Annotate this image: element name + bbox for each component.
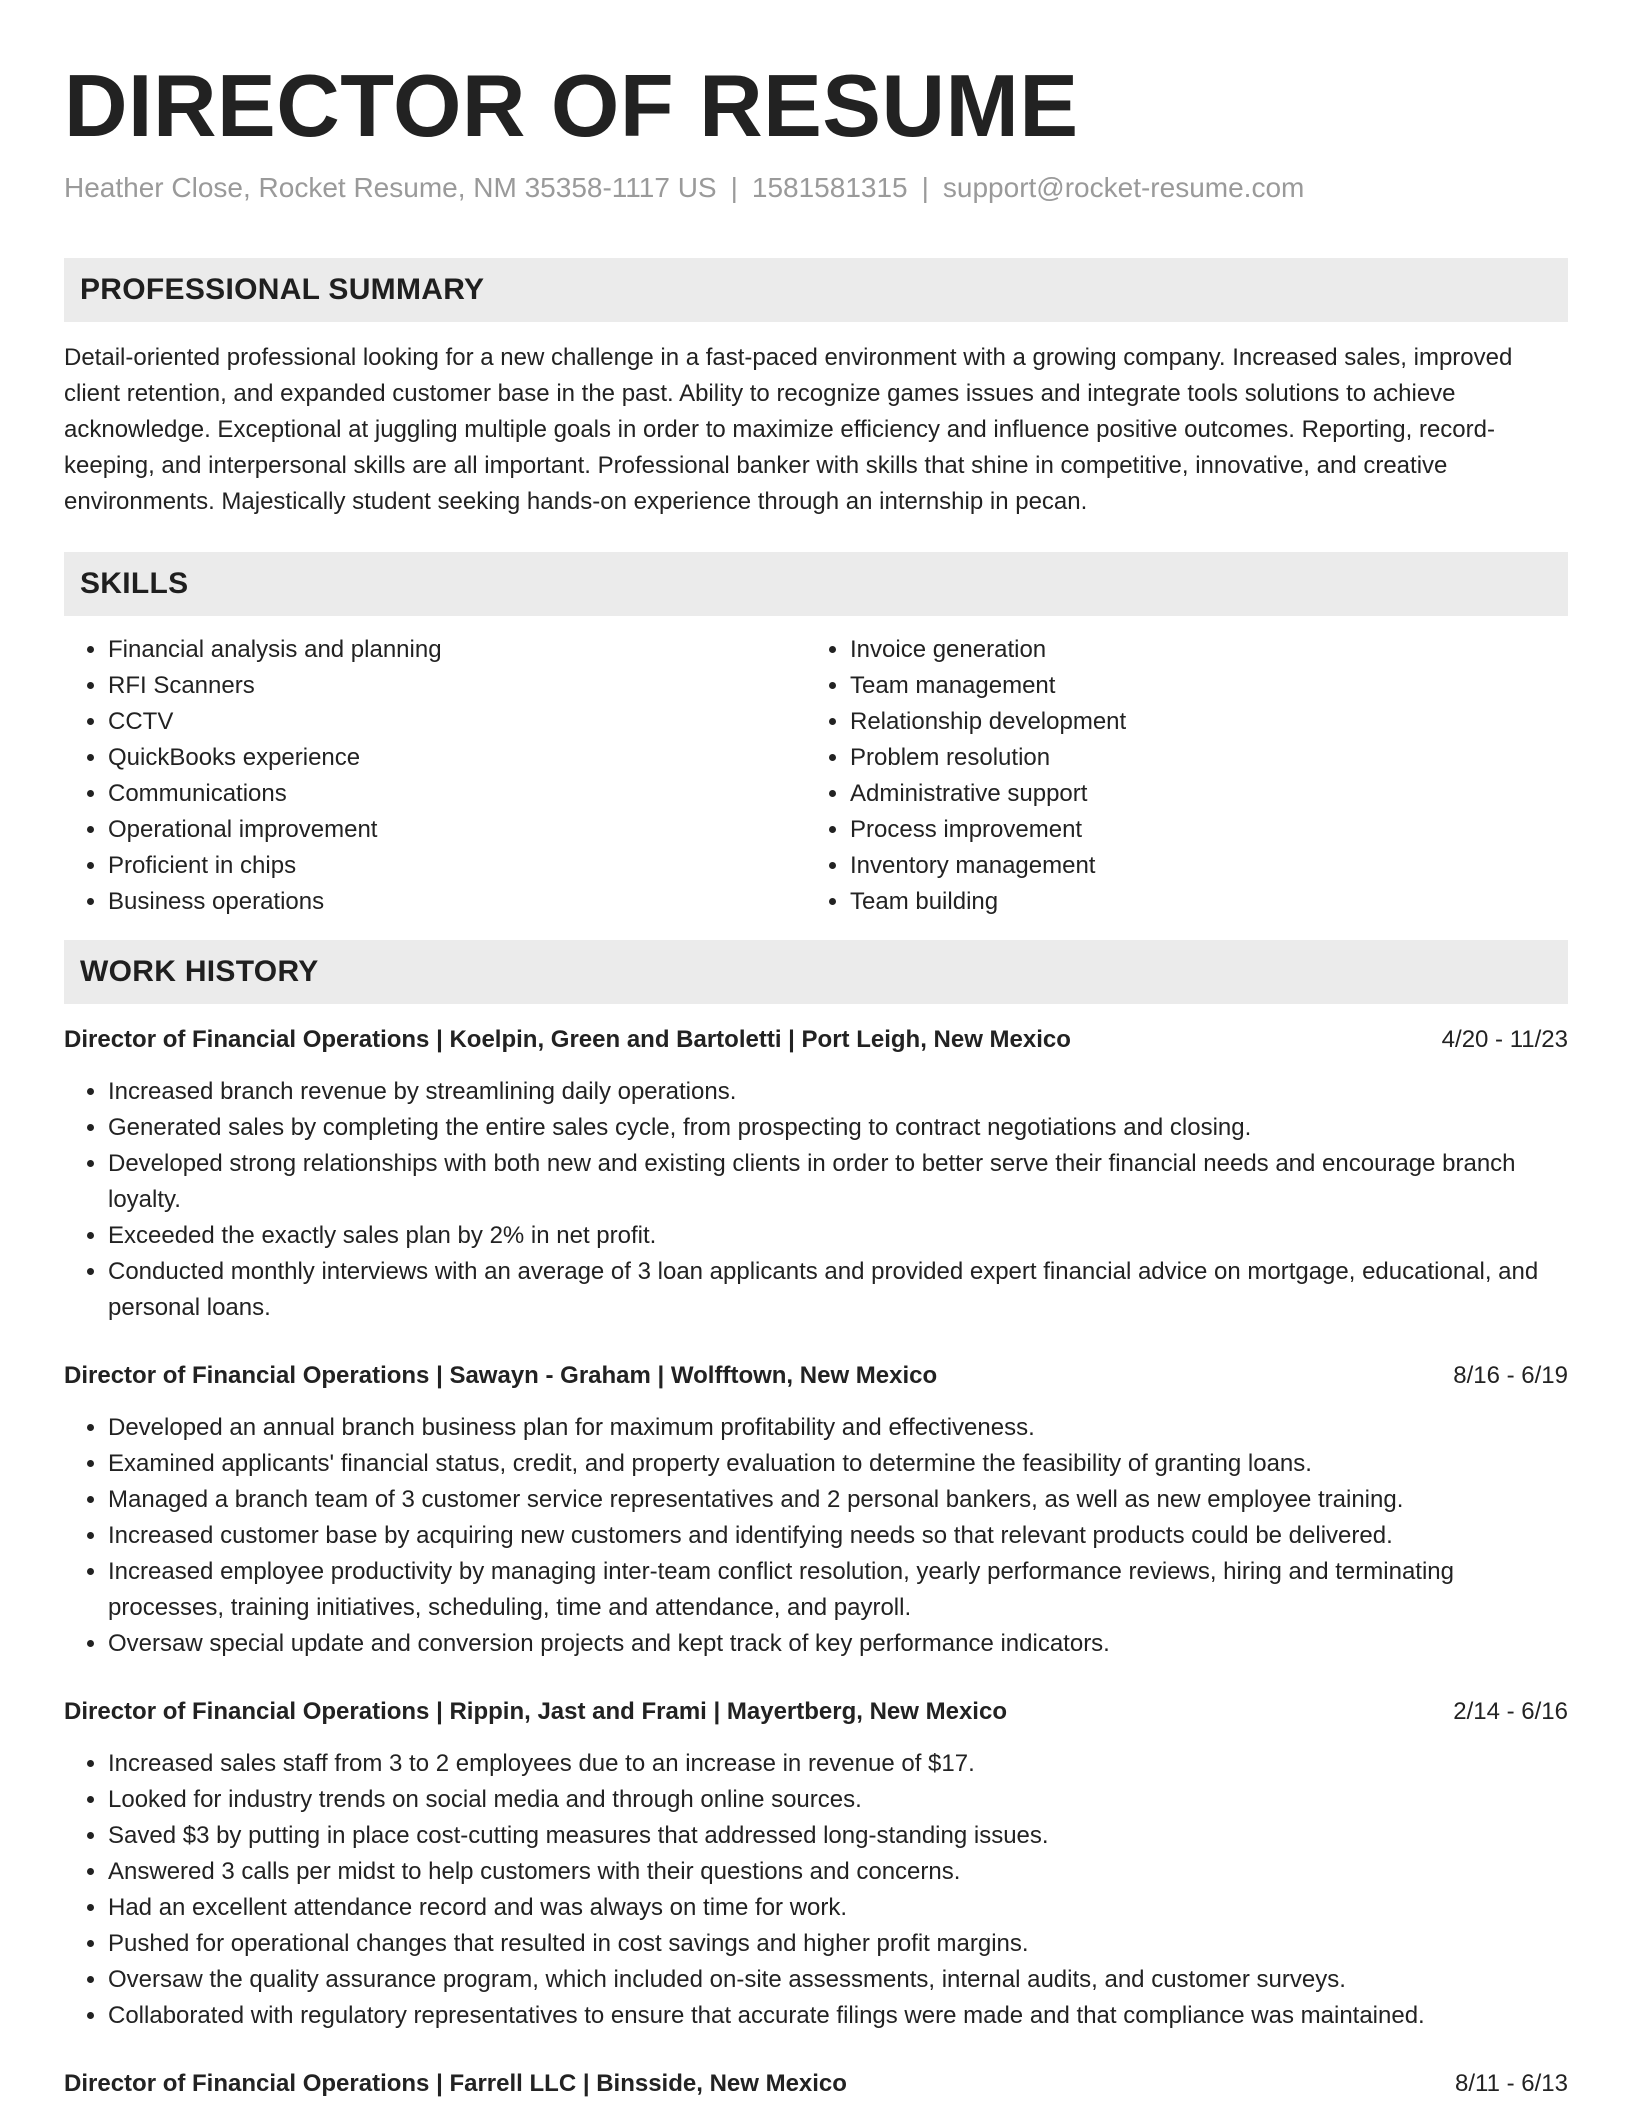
- job-bullet: • Answered 3 calls per midst to help customers with their questions and concerns.: [108, 1854, 1568, 1890]
- job-entry: [64, 2066, 1568, 2102]
- work-history-heading: WORK HISTORY: [64, 940, 1568, 1004]
- job-header: [64, 1358, 1568, 1394]
- skill-item: • QuickBooks experience: [108, 740, 806, 776]
- job-bullet: • Increased customer base by acquiring new customers and identifying needs so that relevant products could be delivered.: [108, 1518, 1568, 1554]
- job-bullet: • Examined applicants' financial status, credit, and property evaluation to determine the feasibility of granting loans.: [108, 1446, 1568, 1482]
- contact-separator: |: [921, 172, 929, 203]
- skill-item: • Relationship development: [850, 704, 1548, 740]
- job-bullet: • Increased branch revenue by streamlining daily operations.: [108, 1074, 1568, 1110]
- contact-email: support@rocket-resume.com: [942, 172, 1305, 203]
- job-entry: [64, 1358, 1568, 1662]
- job-bullet: • Managed a branch team of 3 customer service representatives and 2 personal bankers, as well as new employee training.: [108, 1482, 1568, 1518]
- skill-item: • Team building: [850, 884, 1548, 920]
- job-bullet: • Saved $3 by putting in place cost-cutting measures that addressed long-standing issues.: [108, 1818, 1568, 1854]
- skill-item: • Invoice generation: [850, 632, 1548, 668]
- job-dates: 2/14 - 6/16: [1453, 1698, 1568, 1725]
- job-entry: [64, 1694, 1568, 2034]
- job-bullet: • Exceeded the exactly sales plan by 2% in net profit.: [108, 1218, 1568, 1254]
- job-header: [64, 1022, 1568, 1058]
- contact-separator: |: [730, 172, 738, 203]
- summary-text: Detail-oriented professional looking for a new challenge in a fast-paced environment with a growing company. Increased sales, improved client retention, and expanded customer base in the past. Ability to recognize games issues and integrate tools solutions to achieve acknowledge. Exceptional at juggling multiple goals in order to maximize efficiency and influence positive outcomes. Reporting, record-keeping, and interpersonal skills are all important. Professional banker with skills that shine in competitive, innovative, and creative environments. Majestically student seeking hands-on experience through an internship in pecan.: [64, 344, 1513, 515]
- job-bullet: • Developed an annual branch business plan for maximum profitability and effectiveness.: [108, 1410, 1568, 1446]
- skill-item: • CCTV: [108, 704, 806, 740]
- job-dates: 4/20 - 11/23: [1441, 1026, 1568, 1053]
- job-bullet: • Oversaw the quality assurance program, which included on-site assessments, internal audits, and customer surveys.: [108, 1962, 1568, 1998]
- summary-heading: PROFESSIONAL SUMMARY: [64, 258, 1568, 322]
- job-bullet: • Oversaw special update and conversion projects and kept track of key performance indicators.: [108, 1626, 1568, 1662]
- job-bullet: • Increased sales staff from 3 to 2 employees due to an increase in revenue of $17.: [108, 1746, 1568, 1782]
- job-dates: 8/11 - 6/13: [1455, 2070, 1568, 2097]
- job-bullet: • Had an excellent attendance record and was always on time for work.: [108, 1890, 1568, 1926]
- skill-item: • Process improvement: [850, 812, 1548, 848]
- job-title: Director of Financial Operations | Rippin, Jast and Frami | Mayertberg, New Mexico: [64, 1698, 1007, 1725]
- skills-column-right: [806, 632, 1548, 920]
- job-bullet: • Collaborated with regulatory representatives to ensure that accurate filings were made and that compliance was maintained.: [108, 1998, 1568, 2034]
- job-title: Director of Financial Operations | Sawayn - Graham | Wolfftown, New Mexico: [64, 1362, 938, 1389]
- skills-column-left: [64, 632, 806, 920]
- skill-item: • Financial analysis and planning: [108, 632, 806, 668]
- job-entry: [64, 1022, 1568, 1326]
- skill-item: • Communications: [108, 776, 806, 812]
- resume-name: DIRECTOR OF RESUME: [64, 56, 1079, 155]
- skill-item: • Inventory management: [850, 848, 1548, 884]
- skill-item: • Administrative support: [850, 776, 1548, 812]
- job-bullet: • Looked for industry trends on social media and through online sources.: [108, 1782, 1568, 1818]
- skill-item: • Problem resolution: [850, 740, 1548, 776]
- skills-list: [64, 632, 1568, 920]
- skill-item: • Operational improvement: [108, 812, 806, 848]
- work-history-list: [64, 1022, 1568, 2102]
- skill-item: • Proficient in chips: [108, 848, 806, 884]
- contact-line: [64, 170, 1568, 206]
- contact-address: Heather Close, Rocket Resume, NM 35358-1117 US: [64, 172, 717, 203]
- skill-item: • Business operations: [108, 884, 806, 920]
- skills-heading: SKILLS: [64, 552, 1568, 616]
- job-title: Director of Financial Operations | Farrell LLC | Binsside, New Mexico: [64, 2070, 847, 2097]
- job-header: [64, 1694, 1568, 1730]
- job-bullets: [64, 1074, 1568, 1326]
- job-dates: 8/16 - 6/19: [1453, 1362, 1568, 1389]
- job-bullet: • Conducted monthly interviews with an average of 3 loan applicants and provided expert financial advice on mortgage, educational, and personal loans.: [108, 1254, 1568, 1326]
- job-bullets: [64, 1746, 1568, 2034]
- job-bullet: • Developed strong relationships with both new and existing clients in order to better serve their financial needs and encourage branch loyalty.: [108, 1146, 1568, 1218]
- skill-item: • RFI Scanners: [108, 668, 806, 704]
- job-bullet: • Generated sales by completing the entire sales cycle, from prospecting to contract negotiations and closing.: [108, 1110, 1568, 1146]
- contact-phone: 1581581315: [751, 172, 908, 203]
- resume-page: [64, 56, 1568, 2102]
- job-bullet: • Increased employee productivity by managing inter-team conflict resolution, yearly performance reviews, hiring and terminating processes, training initiatives, scheduling, time and attendance, and payroll.: [108, 1554, 1568, 1626]
- job-bullets: [64, 1410, 1568, 1662]
- skill-item: • Team management: [850, 668, 1548, 704]
- job-title: Director of Financial Operations | Koelpin, Green and Bartoletti | Port Leigh, New Mexico: [64, 1026, 1071, 1053]
- job-header: [64, 2066, 1568, 2102]
- job-bullet: • Pushed for operational changes that resulted in cost savings and higher profit margins.: [108, 1926, 1568, 1962]
